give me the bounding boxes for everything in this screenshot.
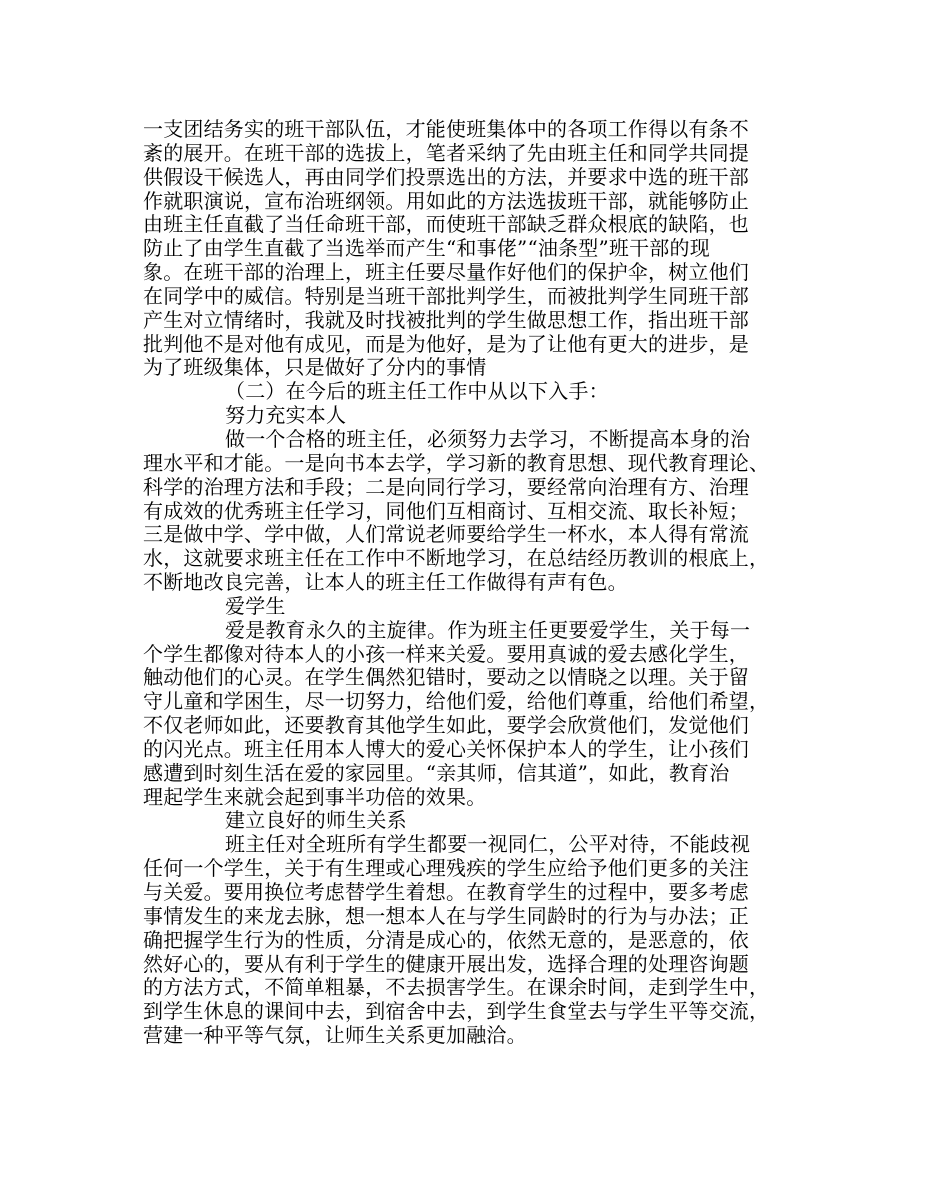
indented-text-line: （二）在今后的班主任工作中从以下入手： [225, 379, 609, 404]
text-line: 不仅老师如此，还要教育其他学生如此，要学会欣赏他们，发觉他们 [143, 713, 749, 738]
text-line: 守儿童和学困生，尽一切努力，给他们爱，给他们尊重，给他们希望， [143, 689, 770, 714]
text-line: 科学的治理方法和手段；二是向同行学习，要经常向治理有方、治理 [143, 474, 749, 499]
text-line: 三是做中学、学中做，人们常说老师要给学生一杯水，本人得有常流 [143, 522, 749, 547]
indented-text-line: 建立良好的师生关系 [225, 808, 407, 833]
text-line: 紊的展开。在班干部的选拔上，笔者采纳了先由班主任和同学共同提 [143, 140, 749, 165]
text-line: 事情发生的来龙去脉，想一想本人在与学生同龄时的行为与办法；正 [143, 903, 749, 928]
text-line: 一支团结务实的班干部队伍，才能使班集体中的各项工作得以有条不 [143, 117, 749, 141]
text-line: 与关爱。要用换位考虑替学生着想。在教育学生的过程中，要多考虑 [143, 880, 749, 904]
text-line: 在同学中的威信。特别是当班干部批判学生，而被批判学生同班干部 [143, 283, 749, 308]
text-line: 批判他不是对他有成见，而是为他好，是为了让他有更大的进步，是 [143, 331, 749, 356]
text-line: 产生对立情绪时，我就及时找被批判的学生做思想工作，指出班干部 [143, 307, 749, 332]
text-line: 的闪光点。班主任用本人博大的爱心关怀保护本人的学生，让小孩们 [143, 736, 749, 761]
indented-text-line: 爱是教育永久的主旋律。作为班主任更要爱学生，关于每一 [225, 617, 751, 642]
text-line: 不断地改良完善，让本人的班主任工作做得有声有色。 [143, 570, 628, 595]
text-line: 的方法方式，不简单粗暴，不去损害学生。在课余时间，走到学生中， [143, 975, 770, 1000]
text-line: 由班主任直截了当任命班干部，而使班干部缺乏群众根底的缺陷，也 [143, 212, 749, 237]
text-line: 任何一个学生，关于有生理或心理残疾的学生应给予他们更多的关注 [143, 856, 749, 881]
indented-text-line: 爱学生 [225, 593, 286, 618]
text-line: 作就职演说，宣布治班纲领。用如此的方法选拔班干部，就能够防止 [143, 188, 749, 213]
text-line: 确把握学生行为的性质，分清是成心的，依然无意的，是恶意的，依 [143, 927, 749, 952]
indented-text-line: 班主任对全班所有学生都要一视同仁，公平对待，不能歧视 [225, 832, 751, 857]
text-line: 感遭到时刻生活在爱的家园里。“亲其师，信其道”，如此，教育治 [143, 760, 730, 785]
text-line: 供假设干候选人，再由同学们投票选出的方法，并要求中选的班干部 [143, 164, 749, 189]
text-line: 象。在班干部的治理上，班主任要尽量作好他们的保护伞，树立他们 [143, 260, 749, 285]
text-line: 防止了由学生直截了当选举而产生“和事佬”“油条型”班干部的现 [143, 236, 710, 261]
indented-text-line: 努力充实本人 [225, 403, 347, 428]
indented-text-line: 做一个合格的班主任，必须努力去学习，不断提高本身的治 [225, 426, 751, 451]
text-line: 触动他们的心灵。在学生偶然犯错时，要动之以情晓之以理。关于留 [143, 665, 749, 690]
text-line: 水，这就要求班主任在工作中不断地学习，在总结经历教训的根底上， [143, 546, 770, 571]
text-line: 为了班级集体，只是做好了分内的事情 [143, 355, 487, 380]
text-line: 有成效的优秀班主任学习，同他们互相商讨、互相交流、取长补短； [143, 498, 749, 523]
text-line: 理水平和才能。一是向书本去学，学习新的教育思想、现代教育理论、 [143, 450, 770, 475]
text-line: 营建一种平等气氛，让师生关系更加融洽。 [143, 1023, 527, 1048]
text-line: 理起学生来就会起到事半功倍的效果。 [143, 784, 487, 809]
text-line: 到学生休息的课间中去，到宿舍中去，到学生食堂去与学生平等交流， [143, 999, 770, 1024]
document-page [143, 118, 823, 1048]
text-line: 个学生都像对待本人的小孩一样来关爱。要用真诚的爱去感化学生， [143, 641, 749, 666]
text-line: 然好心的，要从有利于学生的健康开展出发，选择合理的处理咨询题 [143, 951, 749, 976]
